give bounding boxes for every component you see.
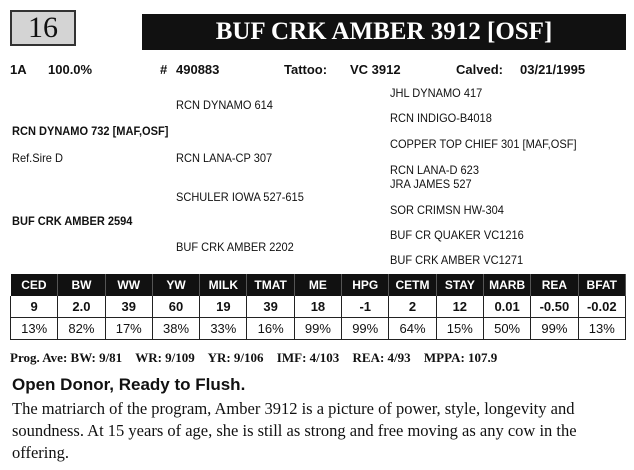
progeny-imf: IMF: 4/103 xyxy=(276,350,340,365)
epd-header: YW xyxy=(152,274,199,296)
calved-date: 03/21/1995 xyxy=(520,62,586,77)
epd-percentile: 33% xyxy=(200,318,247,340)
tattoo-label: Tattoo: xyxy=(284,62,328,77)
epd-percentile: 38% xyxy=(152,318,199,340)
epd-header-row xyxy=(11,274,626,296)
epd-header: MARB xyxy=(483,274,530,296)
epd-header: CED xyxy=(11,274,58,296)
epd-percentile: 50% xyxy=(483,318,530,340)
epd-value: 2.0 xyxy=(58,296,105,318)
pedigree-sire-sire: RCN DYNAMO 614 xyxy=(176,98,273,112)
epd-value: -0.50 xyxy=(531,296,578,318)
progeny-wr: WR: 9/109 xyxy=(135,350,195,365)
percent-value: 100.0% xyxy=(48,62,93,77)
epd-percentile: 15% xyxy=(436,318,483,340)
pedigree-sd-dam: RCN LANA-D 623 xyxy=(390,163,479,177)
epd-value: 0.01 xyxy=(483,296,530,318)
pedigree-dd-sire: BUF CR QUAKER VC1216 xyxy=(390,228,524,242)
pedigree-dd-dam: BUF CRK AMBER VC1271 xyxy=(390,253,524,267)
pedigree-ss-sire: JHL DYNAMO 417 xyxy=(390,86,483,100)
pedigree-ds-dam: SOR CRIMSN HW-304 xyxy=(390,203,504,217)
epd-value: 60 xyxy=(152,296,199,318)
pedigree-ss-dam: RCN INDIGO-B4018 xyxy=(390,111,492,125)
pedigree-sire: RCN DYNAMO 732 [MAF,OSF] xyxy=(12,124,169,138)
epd-header: ME xyxy=(294,274,341,296)
epd-percentile: 13% xyxy=(11,318,58,340)
pedigree-sd-sire: COPPER TOP CHIEF 301 [MAF,OSF] xyxy=(390,137,577,151)
epd-percentile: 99% xyxy=(294,318,341,340)
epd-value: 18 xyxy=(294,296,341,318)
pedigree-dam-sire: SCHULER IOWA 527-615 xyxy=(176,190,304,204)
progeny-averages xyxy=(10,350,507,366)
pedigree-ds-sire: JRA JAMES 527 xyxy=(390,177,472,191)
epd-value: 12 xyxy=(436,296,483,318)
epd-value: 39 xyxy=(105,296,152,318)
epd-header: MILK xyxy=(200,274,247,296)
group-code: 1A xyxy=(10,62,27,77)
pedigree-sire-dam: RCN LANA-CP 307 xyxy=(176,151,273,165)
animal-name-banner: BUF CRK AMBER 3912 [OSF] xyxy=(142,14,626,50)
epd-value: 19 xyxy=(200,296,247,318)
epd-header: CETM xyxy=(389,274,436,296)
progeny-bw: Prog. Ave: BW: 9/81 xyxy=(10,350,123,365)
lot-number: 16 xyxy=(10,10,76,46)
registration-number: 490883 xyxy=(176,62,220,77)
epd-value: -1 xyxy=(342,296,389,318)
epd-percentile: 99% xyxy=(342,318,389,340)
progeny-yr: YR: 9/106 xyxy=(207,350,264,365)
lot-description: The matriarch of the program, Amber 3912 is a picture of power, style, longevity and soundness. At 15 years of age, she is still as strong and free moving as any cow in the offering. xyxy=(12,399,577,462)
epd-table xyxy=(10,274,626,340)
epd-percentile: 64% xyxy=(389,318,436,340)
calved-label: Calved: xyxy=(456,62,503,77)
pedigree-dam: BUF CRK AMBER 2594 xyxy=(12,214,133,228)
epd-header: BW xyxy=(58,274,105,296)
epd-header: REA xyxy=(531,274,578,296)
progeny-rea: REA: 4/93 xyxy=(352,350,411,365)
epd-header: WW xyxy=(105,274,152,296)
epd-value-row xyxy=(11,296,626,318)
pedigree-dam-dam: BUF CRK AMBER 2202 xyxy=(176,240,294,254)
epd-header: TMAT xyxy=(247,274,294,296)
tattoo-value: VC 3912 xyxy=(350,62,401,77)
epd-header: HPG xyxy=(342,274,389,296)
epd-percentile: 13% xyxy=(578,318,625,340)
epd-percentile: 82% xyxy=(58,318,105,340)
registration-label: # xyxy=(160,62,168,77)
progeny-mppa: MPPA: 107.9 xyxy=(423,350,498,365)
epd-percentile: 16% xyxy=(247,318,294,340)
epd-header: STAY xyxy=(436,274,483,296)
epd-percentile: 17% xyxy=(105,318,152,340)
lot-headline: Open Donor, Ready to Flush. xyxy=(12,375,246,394)
epd-value: 39 xyxy=(247,296,294,318)
epd-value: -0.02 xyxy=(578,296,625,318)
epd-value: 2 xyxy=(389,296,436,318)
pedigree-sire-note: Ref.Sire D xyxy=(12,151,63,165)
epd-value: 9 xyxy=(11,296,58,318)
epd-header: BFAT xyxy=(578,274,625,296)
epd-percentile: 99% xyxy=(531,318,578,340)
epd-percentile-row xyxy=(11,318,626,340)
